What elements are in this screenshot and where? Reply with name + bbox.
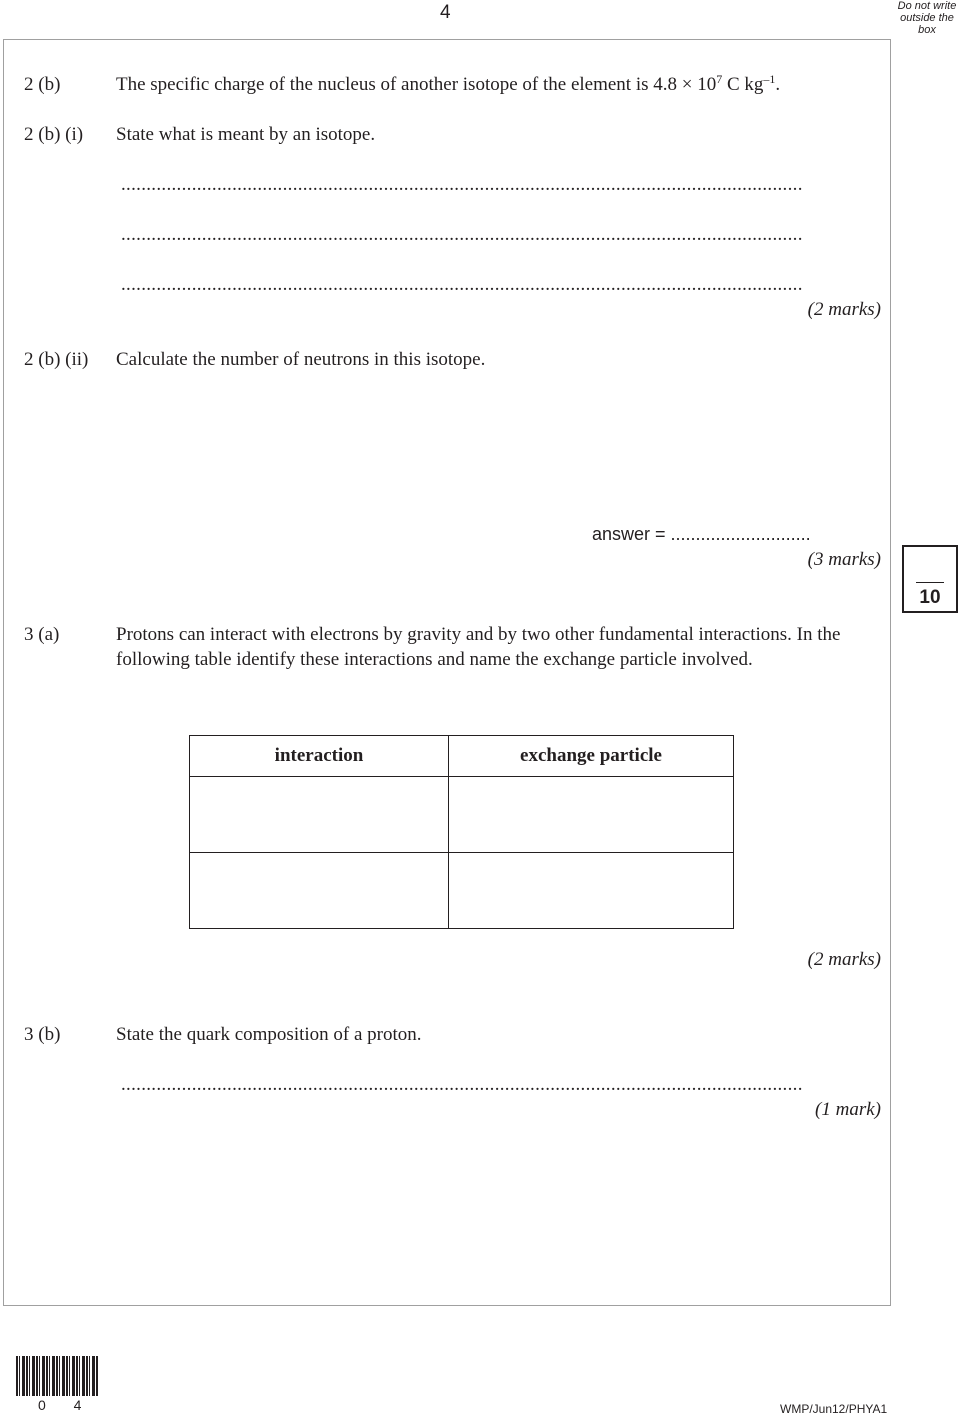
question-number: 3 (b) (24, 1024, 61, 1045)
table-header: exchange particle (449, 736, 734, 777)
barcode-image (16, 1356, 98, 1396)
question-number: 2 (b) (24, 74, 61, 95)
interaction-table (189, 735, 734, 929)
question-number: 3 (a) (24, 624, 60, 645)
table-cell[interactable] (449, 777, 734, 853)
table-cell[interactable] (190, 777, 449, 853)
answer-line[interactable]: ....................................................................................................................................... (121, 224, 803, 245)
table-header: interaction (190, 736, 449, 777)
question-text: Calculate the number of neutrons in this isotope. (116, 349, 486, 370)
answer-line[interactable]: ....................................................................................................................................... (121, 174, 803, 195)
question-text: State the quark composition of a proton. (116, 1024, 422, 1045)
marks-label: (2 marks) (807, 949, 881, 970)
question-number: 2 (b) (i) (24, 124, 84, 145)
marks-label: (2 marks) (807, 299, 881, 320)
table-cell[interactable] (190, 853, 449, 929)
marks-label: (3 marks) (807, 549, 881, 570)
marks-label: (1 mark) (815, 1099, 881, 1120)
barcode-digits: 0 4 (38, 1397, 94, 1413)
question-text: Protons can interact with electrons by gravity and by two other fundamental interactions. In the following table identify these interactions and name the exchange particle involved. (116, 624, 841, 670)
question-text: The specific charge of the nucleus of another isotope of the element is $4.8 \times 10^7$ C $kg^{-1}$. (116, 71, 781, 95)
answer-field[interactable]: answer = ............................ (592, 524, 811, 544)
question-number: 2 (b) (ii) (24, 349, 89, 370)
answer-line[interactable]: ....................................................................................................................................... (121, 274, 803, 295)
page-number: 4 (440, 2, 451, 23)
margin-note: Do not write outside the box (897, 0, 957, 36)
table-cell[interactable] (449, 853, 734, 929)
answer-line[interactable]: ....................................................................................................................................... (121, 1074, 803, 1095)
question-text: State what is meant by an isotope. (116, 124, 376, 145)
page-marks-box: 10 (902, 545, 958, 613)
paper-code: WMP/Jun12/PHYA1 (780, 1402, 888, 1416)
